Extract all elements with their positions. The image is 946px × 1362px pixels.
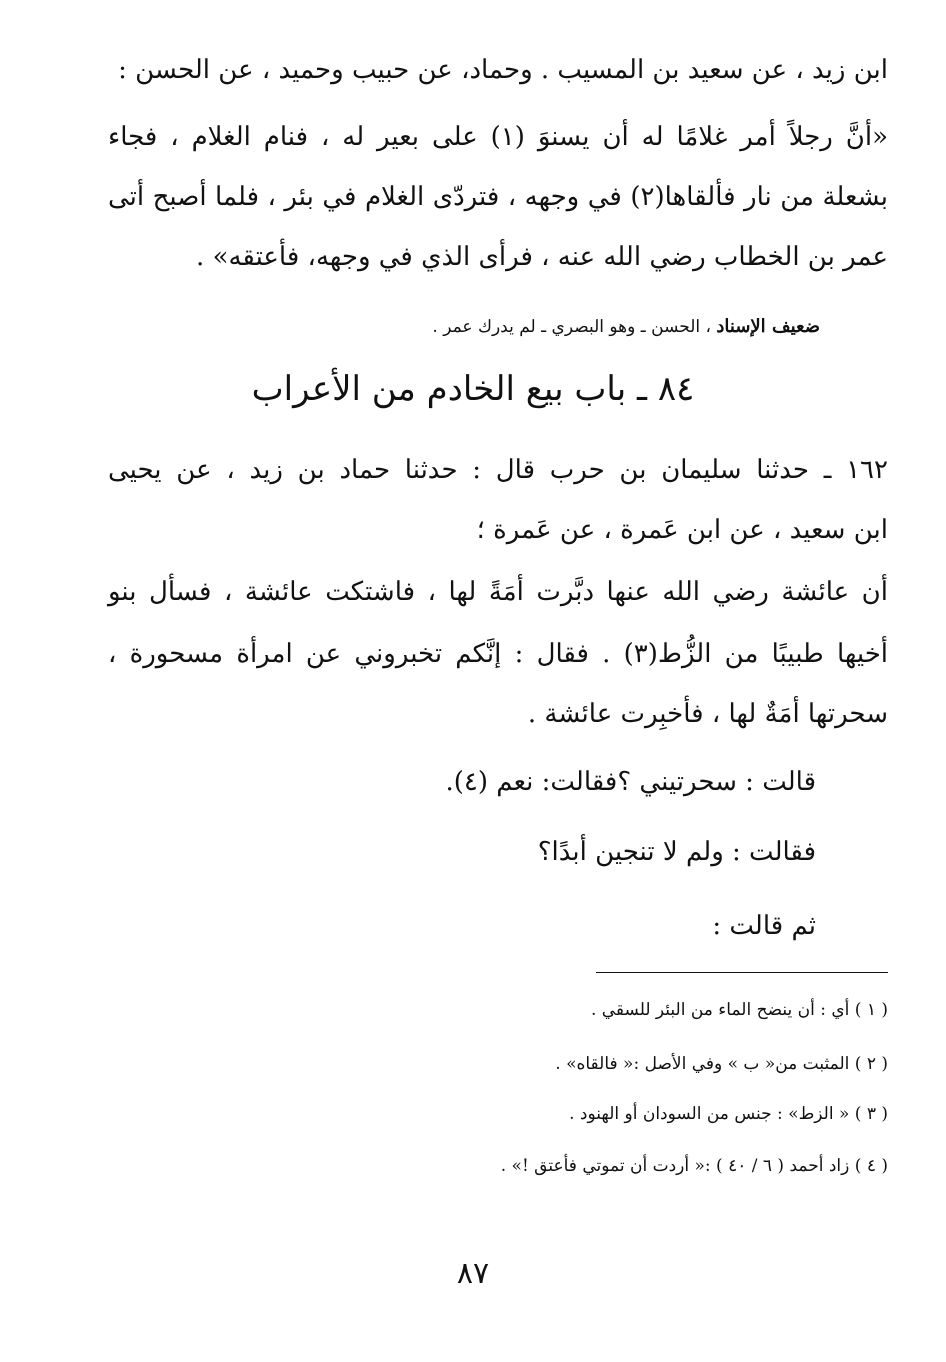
footnote: ( ٣ ) « الزط» : جنس من السودان أو الهنود . [569, 1104, 888, 1124]
hadith-line: أخيها طبيبًا من الزُّط(٣) . فقال : إنَّكم تخبروني عن امرأة مسحورة ، [108, 639, 888, 669]
hadith-line: ١٦٢ ـ حدثنا سليمان بن حرب قال : حدثنا حماد بن زيد ، عن يحيى [108, 455, 888, 485]
text-line: ابن زيد ، عن سعيد بن المسيب . وحماد، عن حبيب وحميد ، عن الحسن : [118, 55, 888, 85]
dialogue-line: ثم قالت : [712, 911, 816, 941]
hadith-line: سحرتها أمَةٌ لها ، فأخبِرت عائشة . [527, 699, 888, 729]
footnote: ( ٢ ) المثبت من« ب » وفي الأصل :« فالقاه» . [555, 1054, 888, 1074]
text-line: عمر بن الخطاب رضي الله عنه ، فرأى الذي في وجهه، فأعتقه» . [196, 242, 888, 272]
grading-label: ضعيف الإسناد [716, 316, 820, 337]
isnad-grading [108, 313, 820, 341]
text-line: «أنَّ رجلاً أمر غلامًا له أن يسنوَ (١) على بعير له ، فنام الغلام ، فجاء [108, 122, 888, 152]
dialogue-line: فقالت : ولم لا تنجين أبدًا؟ [537, 837, 816, 867]
footnote: ( ٤ ) زاد أحمد ( ٦ / ٤٠ ) :« أردت أن تموتي فأعتق !» . [500, 1156, 888, 1176]
page-number: ٨٧ [456, 1256, 490, 1291]
hadith-line: ابن سعيد ، عن ابن عَمرة ، عن عَمرة ؛ [476, 515, 888, 545]
footnote: ( ١ ) أي : أن ينضح الماء من البئر للسقي . [590, 1000, 888, 1020]
hadith-line: أن عائشة رضي الله عنها دبَّرت أمَةً لها ، فاشتكت عائشة ، فسأل بنو [108, 577, 888, 607]
footnote-separator [596, 972, 888, 973]
text-line: بشعلة من نار فألقاها(٢) في وجهه ، فتردّى الغلام في بئر ، فلما أصبح أتى [108, 182, 889, 212]
grading-text: ، الحسن ـ وهو البصري ـ لم يدرك عمر . [432, 317, 711, 337]
dialogue-line: قالت : سحرتيني ؟فقالت: نعم (٤). [445, 767, 816, 797]
chapter-heading: ٨٤ ـ باب بيع الخادم من الأعراب [251, 369, 695, 409]
